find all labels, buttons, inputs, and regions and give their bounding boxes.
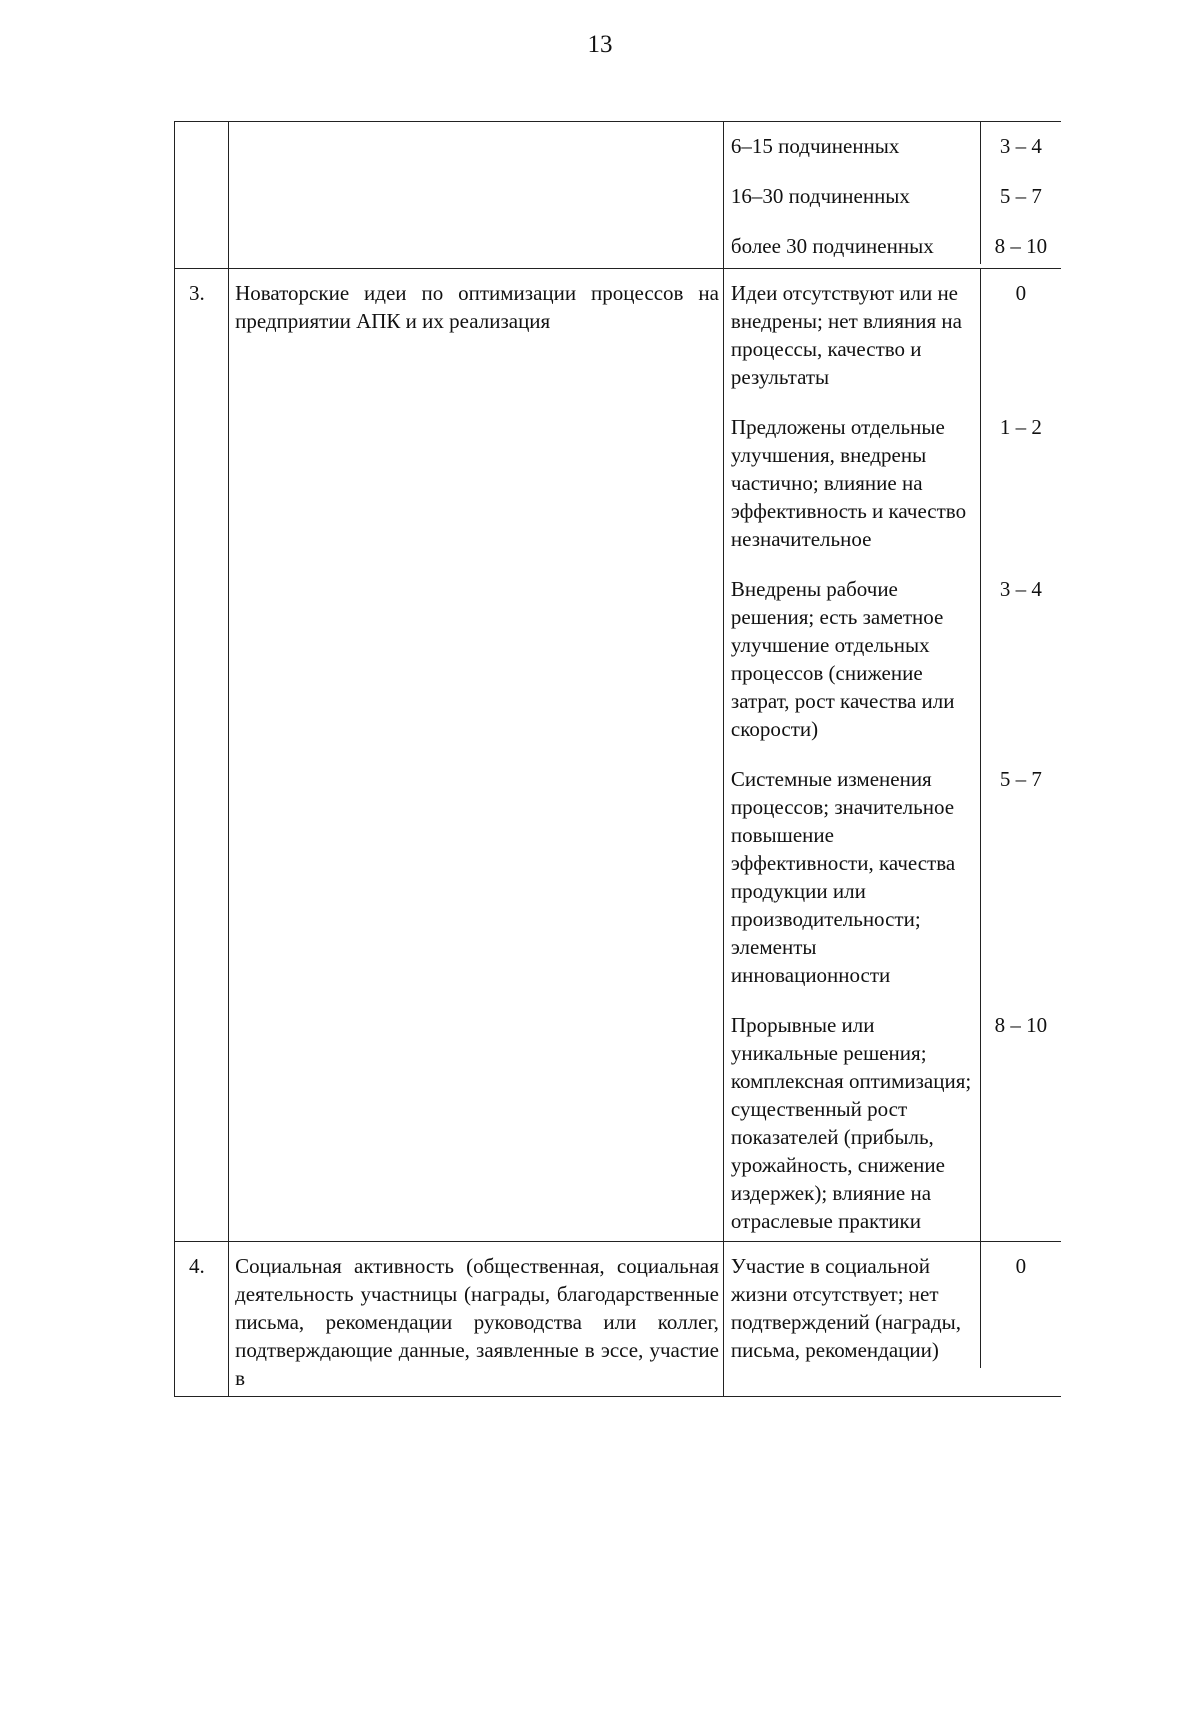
row-number-cell xyxy=(175,122,229,269)
level-item xyxy=(724,122,1061,160)
levels-cell xyxy=(723,269,1061,1242)
criterion-cell: Новаторские идеи по оптимизации процессов на предприятии АПК и их реализация xyxy=(229,269,724,1242)
level-description: Прорывные или уникальные решения; комплексная оптимизация; существенный рост показателей (прибыль, урожайность, снижение издержек); влияние на отраслевые практики xyxy=(724,989,981,1241)
levels-cell xyxy=(723,1242,1061,1397)
level-item xyxy=(724,160,1061,210)
row-number-cell: 3. xyxy=(175,269,229,1242)
level-description: Системные изменения процессов; значительное повышение эффективности, качества продукции или производительности; элементы инновационности xyxy=(724,743,981,989)
level-score: 0 xyxy=(1015,281,1027,305)
levels-cell xyxy=(723,122,1061,269)
table-row xyxy=(175,1242,1062,1397)
level-description: Предложены отдельные улучшения, внедрены частично; влияние на эффективность и качество незначительное xyxy=(724,391,981,553)
level-item xyxy=(724,391,1061,553)
level-score: 3 – 4 xyxy=(999,577,1042,601)
level-score: 5 – 7 xyxy=(999,767,1042,791)
level-description: 16–30 подчиненных xyxy=(724,160,981,210)
level-item xyxy=(724,210,1061,268)
page-number: 13 xyxy=(587,31,613,58)
level-description: Внедрены рабочие решения; есть заметное улучшение отдельных процессов (снижение затрат, рост качества или скорости) xyxy=(724,553,981,743)
table-row xyxy=(175,122,1062,269)
level-item xyxy=(724,989,1061,1241)
level-description: Идеи отсутствуют или не внедрены; нет влияния на процессы, качество и результаты xyxy=(724,269,981,391)
criteria-table xyxy=(174,121,1061,1397)
table-row xyxy=(175,269,1062,1242)
level-item xyxy=(724,1242,1061,1368)
level-description: Участие в социальной жизни отсутствует; нет подтверждений (награды, письма, рекомендации) xyxy=(724,1242,981,1368)
level-description: более 30 подчиненных xyxy=(724,210,981,264)
level-score: 1 – 2 xyxy=(999,415,1042,439)
criterion-cell xyxy=(229,122,724,269)
level-score: 3 – 4 xyxy=(999,134,1042,158)
criterion-cell: Социальная активность (общественная, социальная деятельность участницы (награды, благодарственные письма, рекомендации руководства или коллег, подтверждающие данные, заявленные в эссе, участие в xyxy=(229,1242,724,1397)
level-item xyxy=(724,743,1061,989)
level-item xyxy=(724,269,1061,391)
level-description: 6–15 подчиненных xyxy=(724,122,981,160)
level-score: 0 xyxy=(1015,1254,1027,1278)
row-number-cell: 4. xyxy=(175,1242,229,1397)
level-score: 5 – 7 xyxy=(999,184,1042,208)
level-score: 8 – 10 xyxy=(994,234,1048,258)
level-item xyxy=(724,553,1061,743)
level-score: 8 – 10 xyxy=(994,1013,1048,1037)
